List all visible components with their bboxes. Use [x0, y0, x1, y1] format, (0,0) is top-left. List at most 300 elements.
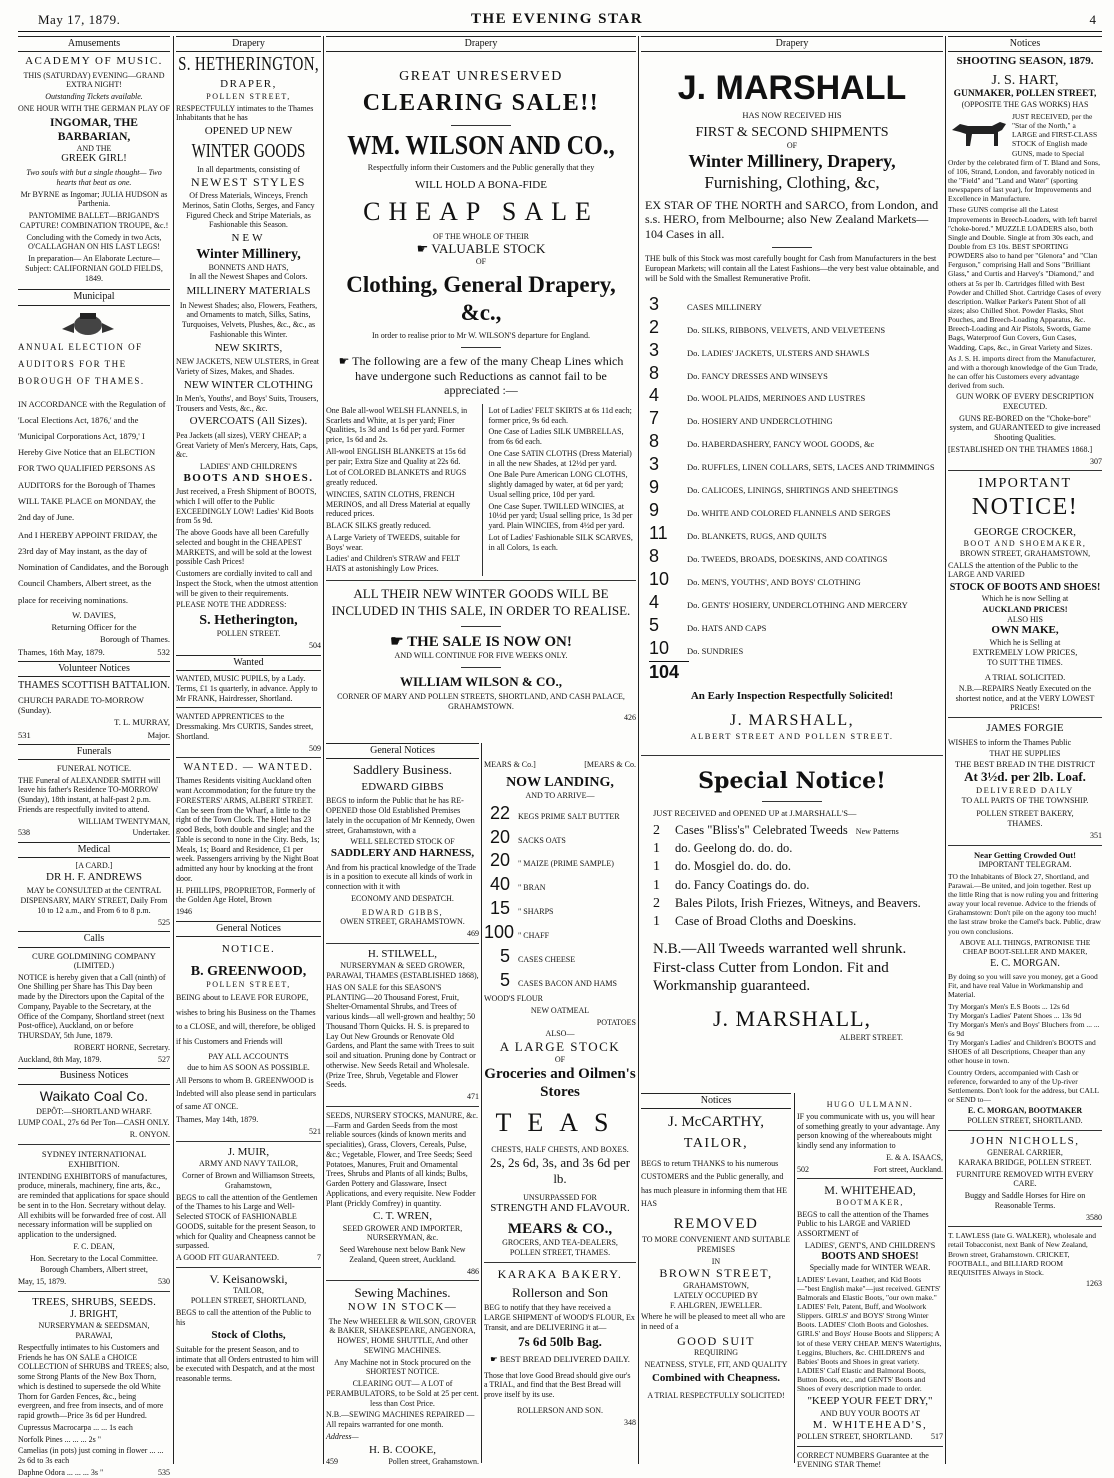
ad-text: BROWN STREET, GRAHAMSTOWN, [959, 548, 1091, 558]
ad-text: BEING about to LEAVE FOR EUROPE, wishes to bring his Business on the Thames to a CLOSE, and will, therefore, be obliged if his Customers and Friends will [176, 993, 316, 1046]
ad-text: ABOVE ALL THINGS, PATRONISE THE CHEAP BOOT-SELLER AND MAKER, [959, 937, 1091, 956]
coat-of-arms-icon [58, 309, 118, 337]
ad-text: T. LAWLESS (late G. WALKER), wholesale and retail Tobacconist, next Bank of New Zealand, Brown street, Grahamstown. CRICKET, FOOTBALL, and BILLIARD ROOM REQUISITES Always in Stock. [948, 1231, 1097, 1277]
case-count: 3 [649, 293, 660, 314]
ad-text: AUCKLAND PRICES! [982, 604, 1068, 615]
ad-text: [ESTABLISHED ON THE THAMES 1868.] [948, 444, 1093, 454]
ad-text: LADIES' AND CHILDREN'S [199, 462, 298, 472]
ad-text: LADIES', GENT'S, AND CHILDREN'S [804, 1240, 936, 1250]
tweed-item [653, 822, 931, 839]
ad-text: Cupressus Macrocarpa ... ... 1s each [18, 1422, 133, 1432]
whitehead-col [797, 1100, 943, 1470]
best-line [484, 1354, 636, 1364]
ad-number: 471 [467, 1092, 479, 1102]
ad-text: Suitable for the present Season, and to intimate that all Orders entrusted to him will be executed with Despatch, and at the most reasonable terms. [176, 1344, 319, 1384]
ad-text: Outstanding Tickets available. [45, 92, 143, 102]
ad-text: GUNS RE-BORED on the "Choke-bore" system, and GUARANTEED to give increased Shooting Qualities. [949, 413, 1101, 443]
ad-text: POLLEN STREET. [216, 629, 281, 639]
ad-text: The above Goods have all been Carefully selected and bought in the CHEAPEST MARKETS, and will be sold at the lowest possible Cash Prices! [176, 528, 312, 567]
following-line [330, 354, 632, 398]
tweed-note: New Patterns [855, 827, 899, 837]
ad-text: H. PHILLIPS, PROPRIETOR, Formerly of the Golden Age Hotel, Brown [176, 885, 316, 905]
ad-date: May, 15, 1879. [18, 1277, 67, 1287]
ad-number: 538 [18, 828, 30, 838]
ad-text: AND TO ARRIVE— [525, 790, 595, 800]
item-label: CASES BACON AND HAMS [518, 979, 617, 989]
ad-text: ALSO HIS [1007, 614, 1043, 624]
sale-item: Lot of Ladies' FELT SKIRTS at 6s 11d each; former price, 9s 6d each. [488, 405, 632, 425]
ad-text: NURSERYMAN & SEED GROWER, [340, 961, 465, 971]
sale-item: Lot of Ladies' Fashionable SILK SCARVES, in all Colors, 1s each. [488, 532, 633, 552]
ad-title: GEORGE CROCKER, [973, 525, 1077, 538]
ad-text: FURNITURE REMOVED WITH EVERY CARE. [956, 1169, 1094, 1189]
case-label: Do. HABERDASHERY, FANCY WOOL GOODS, &c [687, 439, 875, 450]
case-count: 2 [649, 316, 660, 337]
signature: WILLIAM TWENTYMAN, [78, 816, 170, 826]
ad-text: THE Funeral of ALEXANDER SMITH will leave his father's Residence TO-MORROW (Sunday), 18th instant, at half-past 2 p.m. Friends are respectfully invited to attend. [18, 775, 161, 814]
ad-text: Thames Residents visiting Auckland often want Accommodation; for the future try the FORESTERS' ARMS, ALBERT STREET. Can be seen from the Wharf, a little to the right of the Town Clock. The Hotel has 23 good Beds, both double and single; and the Table is second to none in the City. Beds, 1s; Meals, 1s; Board and Residence, £1 per week. Passengers arriving by the Night Boat admitted any hour by knocking at the front door. [176, 776, 320, 883]
ad-text: CORNER OF MARY AND POLLEN STREETS, SHORTLAND, AND CASH PALACE, GRAHAMSTOWN. [337, 691, 625, 711]
ad-text: AND THE [76, 143, 112, 153]
ad-text: Mr BYRNE as Ingomar; JULIA HUDSON as Parthenia. [20, 189, 168, 209]
ad-title: Furnishing, Clothing, &c, [704, 172, 880, 192]
ad-number: 426 [624, 713, 636, 723]
ad-text: CLEARING OUT— A LOT of PERAMBULATORS, to be Sold at 25 per cent. less than Cost Price. [326, 1379, 479, 1408]
ad-text: WILL HOLD A BONA-FIDE [415, 178, 547, 191]
case-item [649, 294, 943, 316]
left-items [326, 404, 474, 576]
mears-items [484, 803, 636, 993]
ad-number: 502 [797, 1164, 809, 1174]
ad-number: 459 [326, 1457, 338, 1467]
ad-date: Thames, May 14th, 1879. [176, 1115, 259, 1125]
ad-title: SYDNEY INTERNATIONAL EXHIBITION. [41, 1148, 147, 1170]
item-label: " BRAN [518, 883, 546, 893]
ad-number: 469 [467, 929, 479, 939]
signature: F. C. DEAN, [73, 1241, 115, 1251]
case-item [649, 408, 943, 430]
ad-number: 532 [157, 646, 170, 657]
section-heading: Wanted [176, 655, 321, 671]
ad-text: NOW IN STOCK— [347, 1301, 458, 1314]
ad-text: Two souls with but a single thought— Two hearts that beat as one. [26, 168, 162, 187]
ad-text: Fort street, Auckland. [873, 1164, 943, 1174]
case-label: Do. BLANKETS, RUGS, AND QUILTS [687, 531, 827, 542]
case-count: 9 [649, 477, 660, 498]
ad-title: H. STILWELL, [367, 947, 438, 960]
ad-text: WANTED APPRENTICES to the Dressmaking. Mrs CURTIS, Sandes street, Shortland. [176, 712, 314, 741]
ad-title: C. T. WREN, [373, 1210, 432, 1223]
signature: EDWARD GIBBS, [361, 907, 444, 917]
case-item [649, 431, 943, 453]
ad-title: Clothing, General Drapery, &c., [346, 272, 616, 326]
ad-text: OVERCOATS (All Sizes). [189, 415, 308, 428]
case-count: 7 [649, 408, 660, 429]
ad-text: NEWEST STYLES [191, 174, 306, 189]
case-count: 10 [649, 637, 670, 658]
page-number: 4 [1089, 12, 1096, 27]
ad-text: NEW OATMEAL [530, 1005, 590, 1015]
ad-text: Hon. Secretary to the Local Committee. [30, 1253, 158, 1263]
ad-text: STRENGTH AND FLAVOUR. [490, 1202, 630, 1215]
ad-text: Respectfully intimates to his Customers and Friends he has ON SALE a CHOICE COLLECTION of SHRUBS and TREES; also, some Strong Plants of the New Box Thorn, which is destined to supersede the old White Thorn for Garden Fences, &c., being evergreen, and free from insects, and of more rapid growth—Price 3s 6d per Hundred. [18, 1342, 169, 1421]
ad-text: EX STAR OF THE NORTH and SARCO, from London, and s.s. HERO, from Melbourne; also New Zealand Markets—104 Cases in all. [645, 197, 939, 241]
stock-item [484, 803, 636, 825]
ad-title: FUNERAL NOTICE. [56, 763, 132, 774]
signature: E. C. MORGAN, BOOTMAKER [967, 1106, 1083, 1116]
case-item [649, 363, 943, 385]
signature: ROLLERSON AND SON. [516, 1405, 603, 1415]
case-item [649, 477, 943, 499]
ad-text: 7s 6d 50lb Bag. [518, 1334, 602, 1350]
tweed-item [653, 877, 931, 894]
ad-text: TO ALL PARTS OF THE TOWNSHIP. [961, 795, 1089, 805]
signature: Borough of Thames. [100, 634, 170, 645]
section-heading: Drapery [176, 36, 321, 52]
stock-item [484, 970, 636, 992]
ad-title: J. MUIR, [227, 1145, 270, 1158]
section-heading: Business Notices [18, 1068, 170, 1084]
ad-text: BEGS to call the attention of the Thames Public to his LARGE and VARIED ASSORTMENT of [797, 1209, 929, 1239]
ad-text: Where he will be pleased to meet all who are in need of a [641, 1312, 786, 1332]
ad-text: These GUNS comprise all the Latest Improvements in Breech-Loaders, with left barrel "choke-bored." MUZZLE LOADERS also, both Single and Double. Single at from 30s each, and Double from £3 10s. BEST SPORTING POWDERS also to hand per "Glenora" and "Clan Ferguson," comprising Hall and Sons "Brilliant Glass," and Curtis and Harvey's "Diamond," and others at 5s per lb. Cartridges filled with Best Powder and Chilled Shot. Cartridge Cases of every description. Walker Parker's Patent Shot of all sizes; also Chilled Shot. Powder Flasks, Shot Pouches, and Breech-Loading Apparatus, &c. Breech-Loading and Air Pistols, Swords, Game Bags, Waterproof Gun Covers, Gun Cases, Wadding, Caps, &c., in Great Variety and Sizes. [948, 205, 1102, 352]
ad-text: POTATOES [596, 1017, 636, 1027]
ad-text: F. AHLGREN, JEWELLER. [669, 1300, 763, 1310]
case-count: 9 [649, 500, 660, 521]
tweed-label: Case of Broad Cloths and Doeskins. [675, 913, 857, 928]
case-label: Do. CALICOES, LININGS, SHIRTINGS AND SHEETINGS [687, 485, 899, 496]
ad-text: DEPÔT:—SHORTLAND WHARF. [36, 1106, 152, 1116]
ad-text: Concluding with the Comedy in two Acts, O'CALLAGHAN ON HIS LAST LEGS! [26, 232, 162, 252]
sale-item: A Large Variety of TWEEDS, suitable for Boys' wear. [326, 532, 460, 552]
ad-title: Waikato Coal Co. [39, 1087, 149, 1104]
signature: Undertaker. [132, 828, 170, 838]
item-label: " SHARPS [518, 907, 554, 917]
tweed-count: 1 [653, 913, 660, 929]
ad-number: 530 [158, 1277, 170, 1287]
signature: MEARS & CO., [507, 1220, 613, 1237]
ad-number: 351 [1090, 830, 1102, 840]
ad-number: 517 [931, 1431, 943, 1441]
ad-text: A TRIAL RESPECTFULLY SOLICITED! [647, 1391, 785, 1401]
sale-item: One Bale Pure American LONG CLOTHS, slightly damaged by water, at 6d per yard; Usual selling price, 10d per yard. [488, 470, 628, 499]
ad-title: NOW LANDING, [506, 774, 614, 790]
wilson-ad [326, 36, 636, 742]
ad-title: J. McCARTHY, [668, 1114, 764, 1131]
right-items [482, 404, 637, 576]
cases-list [649, 294, 943, 660]
ad-text: GENERAL CARRIER, [987, 1148, 1063, 1158]
section-heading: Funerals [18, 744, 170, 760]
ad-text: A GOOD FIT GUARANTEED. [176, 1253, 279, 1263]
ad-text: NOTICE is hereby given that a Call (ninth) of One Shilling per Share has This Day been made by the Directors upon the Capital of the Company, Payable to the Secretary, at the Office of the Company, Shortland street (next Post-office), Auckland, on or before THURSDAY, 5th June, 1879. [18, 972, 166, 1041]
ad-text: POLLEN STREET BAKERY, [976, 809, 1074, 819]
ad-text: CALLS the attention of the Public to the LARGE AND VARIED [948, 560, 1078, 580]
tweed-label: do. Mosgiel do. do. do. [675, 859, 791, 874]
mears-header [484, 760, 636, 770]
ad-text: IF you communicate with us, you will hear of something greatly to your advantage. Any person knowing of the whereabouts might kindly send any information to [797, 1111, 940, 1150]
ad-title: THAMES SCOTTISH BATTALION. [18, 680, 170, 692]
section-heading: General Notices [176, 921, 321, 937]
stock-item [484, 922, 636, 944]
ad-text: OPENED UP NEW [204, 125, 293, 138]
ad-text: In Men's, Youths', and Boys' Suits, Trousers, Trousers and Vests, &c., &c. [176, 393, 319, 413]
ad-text: MEARS & Co.] [484, 760, 536, 769]
mears-col [484, 760, 636, 1460]
academy-title: ACADEMY OF MUSIC. [25, 55, 163, 68]
case-item [649, 592, 943, 614]
ad-text: Daphne Odora ... ... ... 3s " [18, 1467, 104, 1477]
general-notices-col [326, 743, 479, 1467]
ad-title: Near Getting Crowded Out! [974, 849, 1076, 860]
ad-text: WINTER GOODS [191, 141, 306, 162]
ad-text: A LARGE STOCK [499, 1039, 621, 1055]
ad-title: REMOVED [673, 1215, 759, 1232]
column-rule [481, 743, 482, 1463]
column-rule [323, 36, 324, 1464]
ad-text: POLLEN STREET, [206, 91, 291, 101]
signature: J. MARSHALL, [712, 1006, 872, 1032]
ad-text: By doing so you will save you money, get a Good Fit, and have real Value in Workmanship and Material. [948, 972, 1098, 1000]
section-heading: Drapery [326, 36, 636, 52]
ad-text: Country Orders, accompanied with Cash or reference, forwarded to any of the Up-river Settlements. Don't look for the address, but CALL or SEND to— [948, 1067, 1099, 1105]
ad-date: Thames, 16th May, 1879. [18, 646, 105, 657]
ad-text: And from his practical knowledge of the Trade is in a position to execute all kinds of work in connection with it with [326, 862, 476, 892]
signature: Returning Officer for the [51, 622, 137, 633]
ad-text: OF [475, 257, 487, 267]
ad-text: Pollen street, Grahamstown. [388, 1457, 479, 1467]
signature: ROBERT HORNE, Secretary. [73, 1042, 170, 1052]
item-quantity: 20 [489, 850, 510, 871]
tweed-label: do. Geelong do. do. do. [675, 841, 793, 856]
tweed-count: 1 [653, 877, 660, 893]
ad-title: KARAKA BAKERY. [497, 1266, 623, 1281]
item-quantity: 40 [489, 874, 510, 895]
ad-text: MAY be CONSULTED at the CENTRAL DISPENSARY, MARY STREET, Daily From 10 to 12 a.m., and From 6 to 8 p.m. [20, 886, 168, 915]
ad-text: BOOTS AND SHOES! [821, 1250, 919, 1262]
ad-text: OF [786, 141, 798, 151]
ad-text: Just received, a Fresh Shipment of BOOTS, which I will offer to the Public EXCEEDINGLY LOW! Ladies' Kid Boots from 5s 9d. [176, 487, 317, 526]
tweed-count: 2 [653, 895, 660, 911]
ad-number: 348 [624, 1417, 636, 1427]
signature: S. Hetherington, [199, 613, 298, 629]
ad-text: In all the Newest Shapes and Colors. [189, 272, 308, 282]
case-item [649, 546, 943, 568]
ad-text: ARMY AND NAVY TAILOR, [199, 1159, 298, 1169]
ad-text: BOOT AND SHOEMAKER, [963, 539, 1087, 549]
ad-text: TO MORE CONVENIENT AND SUITABLE PREMISES [642, 1235, 790, 1254]
ad-text: An Early Inspection Respectfully Solicited! [690, 689, 894, 702]
ad-text: EXTREMELY LOW PRICES, [972, 647, 1078, 658]
ad-text: As J. S. H. imports direct from the Manufacturer, and with a thorough knowledge of the Gun Trade, he can offer his Customers every advantage derived from such. [948, 353, 1098, 391]
case-item [649, 340, 943, 362]
ad-text: Address— [326, 1431, 359, 1441]
signature: WILLIAM WILSON & CO., [400, 673, 562, 689]
case-item [649, 454, 943, 476]
ad-text: GRAHAMSTOWN, [683, 1281, 749, 1291]
ad-text: VALUABLE STOCK [431, 241, 546, 257]
ad-text: The following are a few of the many Cheap Lines which have undergone such Reductions as cannot fail to be appreciated :— [352, 353, 624, 398]
case-item [649, 523, 943, 545]
ad-number: 509 [309, 743, 321, 753]
ad-text: THAMES. [1007, 819, 1043, 829]
ad-text: THAT HE SUPPLIES [989, 749, 1061, 759]
play-title: INGOMAR, THE BARBARIAN, [50, 116, 138, 143]
ad-text: CORRECT NUMBERS Guarantee at the EVENING STAR Theme! [797, 1450, 929, 1470]
section-heading: Volunteer Notices [18, 661, 170, 677]
ad-text: RESPECTFULLY intimates to the Thames Inhabitants that he has [176, 103, 314, 123]
ad-text: Stock of Cloths, [211, 1329, 286, 1342]
ad-text: PARAWAI, [75, 1331, 113, 1341]
ad-number: 1946 [176, 907, 192, 917]
ad-title: NOTICE! [971, 493, 1079, 520]
pointer-dog-icon [948, 112, 1008, 152]
ad-text: Customers are cordially invited to call and Inspect the Stock, when the utmost attention will be given to their requirements. [176, 569, 318, 598]
issue-date: May 17, 1879. [38, 12, 121, 27]
section-heading: Drapery [641, 36, 943, 52]
case-item [649, 500, 943, 522]
ad-text: OWEN STREET, GRAHAMSTOWN. [340, 917, 465, 927]
ad-title: Rollerson and Son [511, 1285, 609, 1301]
cases-total: 104 [649, 661, 680, 682]
ad-text: Which he is now Selling at [981, 594, 1069, 604]
ad-title: Saddlery Business. [353, 762, 452, 778]
column-2 [176, 36, 321, 1466]
ad-title: TREES, SHRUBS, SEEDS. [32, 1295, 156, 1308]
ad-number: 3580 [1086, 1212, 1102, 1222]
valuable-line [326, 241, 636, 257]
section-heading: Municipal [18, 289, 170, 305]
item-lists [326, 404, 636, 576]
case-count: 8 [649, 546, 660, 567]
item-quantity: 100 [484, 922, 515, 943]
ad-title: CURE GOLDMINING COMPANY [32, 950, 156, 961]
case-count: 8 [649, 362, 660, 383]
case-item [649, 569, 943, 591]
tweed-count: 1 [653, 859, 660, 875]
ad-text: BROWN STREET, [659, 1266, 773, 1281]
case-label: CASES MILLINERY [687, 301, 762, 312]
ad-text: TO SUIT THE TIMES. [987, 657, 1063, 667]
pointing-hand-icon: ☛ [390, 633, 408, 650]
item-label: CASES CHEESE [518, 955, 576, 965]
ad-text: J. BRIGHT, [70, 1309, 118, 1321]
tweed-label: Bales Pilots, Irish Friezes, Witneys, and Beavers. [675, 895, 921, 910]
ad-text: NURSERYMAN & SEEDSMAN, [38, 1321, 150, 1331]
tweed-item [653, 858, 931, 875]
ad-text: IN ACCORDANCE with the Regulation of 'Local Elections Act, 1876,' and the 'Municipal Corporations Act, 1879,' I Hereby Give Notice that an ELECTION FOR TWO QUALIFIED PERSONS AS AUDITORS for the Borough of Thames WILL TAKE PLACE on MONDAY, the 2nd day of June. [18, 398, 166, 522]
ad-text: JUST RECEIVED and OPENED UP at J.MARSHALL'S— [653, 807, 857, 818]
ad-text: POLLEN STREET, SHORTLAND. [967, 1115, 1083, 1125]
item-quantity: 20 [489, 826, 510, 847]
hetherington-title: S. HETHERINGTON, [178, 54, 319, 76]
sale-item: Lot of COLORED BLANKETS and RUGS greatly reduced. [326, 468, 467, 487]
ad-text: INTENDING EXHIBITORS of manufactures, produce, minerals, machinery, fine arts, &c., are reminded that applications for space should be sent in to the Hon. Secretary without delay. All exhibits will be forwarded free of cost. All necessary information will be supplied on application to the undersigned. [18, 1171, 170, 1240]
ad-text: BEST BREAD DELIVERED DAILY. [499, 1354, 630, 1365]
ad-title: Special Notice! [698, 768, 886, 795]
ad-text: IN [711, 1256, 721, 1266]
signature: H. B. COOKE, [369, 1443, 436, 1456]
case-label: Do. SILKS, RIBBONS, VELVETS, AND VELVETEENS [687, 324, 886, 335]
item-quantity: 5 [499, 970, 510, 991]
masthead [0, 0, 1114, 36]
item-quantity: 15 [489, 898, 510, 919]
ad-text: Winter Millinery, [196, 246, 301, 262]
ad-text: THE BEST BREAD IN THE DISTRICT [954, 759, 1096, 770]
ad-text: PARAWAI, THAMES (ESTABLISHED 1868), [326, 971, 479, 981]
stock-item [484, 874, 636, 896]
ad-text: LUMP COAL, 27s 6d Per Ton—CASH ONLY. [18, 1118, 170, 1128]
ad-text: CHURCH PARADE TO-MORROW (Sunday). [18, 694, 144, 715]
signature: M. WHITEHEAD'S, [812, 1418, 928, 1431]
signature: W. DAVIES, [72, 609, 116, 620]
ad-text: Pea Jackets (all sizes), VERY CHEAP; a Great Variety of Men's Mercery, Hats, Caps, &c. [176, 430, 318, 460]
ad-text: ONE HOUR WITH THE GERMAN PLAY OF [18, 103, 171, 113]
ad-text: ALBERT STREET AND POLLEN STREET. [690, 730, 894, 741]
tweed-item [653, 840, 931, 857]
ad-text: GOOD SUIT [677, 1333, 755, 1348]
ad-text: HAS ON SALE for this SEASON'S PLANTING—20 Thousand Forest, Fruit, Shelter-Ornamental Shrubs, and Trees of various kinds—all well-grown and healthy; 50 Thousand Thorn Quicks. H. S. is prepared to Lay Out New Grounds or Renovate Old Gardens, and Plant the same with Trees to suit soil and situation. Pruning done by Contract or otherwise. New Seeds Retail and Wholesale. (Prize Tree, Shrub, Vegetable and Flower Seeds. [326, 982, 476, 1090]
ad-title: J. MARSHALL [677, 69, 907, 108]
ad-title: EDWARD GIBBS [361, 781, 444, 794]
ad-title: THE SALE IS NOW ON! [407, 633, 572, 650]
section-heading: Amusements [18, 36, 170, 52]
column-rule [794, 1093, 795, 1463]
ad-text: GREEK GIRL! [61, 153, 127, 165]
ad-text: Camelias (in pots) just coming in flower ... ... 2s 6d to 3s each [18, 1446, 164, 1466]
ad-text: [MEARS & Co. [584, 760, 636, 769]
ad-text: KARAKA BRIDGE, POLLEN STREET. [958, 1157, 1092, 1167]
case-count: 8 [649, 431, 660, 452]
ad-text: Corner of Brown and Williamson Streets, Grahamstown, [182, 1171, 315, 1190]
ad-text: OF [554, 1055, 566, 1065]
ad-number: 1263 [1086, 1279, 1102, 1289]
ad-text: "KEEP YOUR FEET DRY," [807, 1395, 933, 1408]
ad-text: SEED GROWER AND IMPORTER, NURSERYMAN, &c. [342, 1223, 463, 1243]
signature: Major. [147, 729, 170, 740]
ad-text: TAILOR, [683, 1136, 749, 1152]
ad-text: Respectfully inform their Customers and the Public generally that they [367, 162, 595, 172]
sale-item: WINCIES, SATIN CLOTHS, FRENCH MERINOS, and all Dress Material at equally reduced prices. [326, 489, 471, 519]
ad-text: N.B.—REPAIRS Neatly Executed on the shortest notice, and at the VERY LOWEST PRICES! [955, 683, 1095, 713]
ad-title: CLEARING SALE!! [362, 90, 600, 117]
ad-text: Buggy and Saddle Horses for Hire on Reasonable Terms. [964, 1191, 1086, 1210]
ad-text: HAS NOW RECEIVED HIS [742, 109, 842, 120]
ad-number: 527 [158, 1054, 170, 1064]
ad-text: Specially made for WINTER WEAR. [809, 1262, 931, 1272]
ad-text: JUST RECEIVED, per the "Star of the North," a LARGE and FIRST-CLASS STOCK of English made GUNS, made to Special Order by the celebrated firm of T. Bland and Sons, of 106, Strand, London, and favorably noticed in the "Field" and "Land and Water" (sporting newspapers of last year), for Improvements and Excellence in Manufacture. [948, 112, 1100, 204]
case-count: 3 [649, 339, 660, 360]
ad-text: In preparation— An Elaborate Lecture—Subject: CALIFORNIAN GOLD FIELDS, 1849. [25, 254, 163, 283]
case-label: Do. WHITE AND COLORED FLANNELS AND SERGES [687, 508, 891, 519]
ad-text: BEG to notify that they have received a LARGE SHIPMENT of WOOD'S FLOUR, Ex Transit, and are DELIVERING it at— [484, 1303, 635, 1332]
ad-number: 525 [158, 917, 170, 927]
ad-text: TO the Inhabitants of Block 27, Shortland, and Parawai.—Be united, and join together. Rest up the little Ring that is now ruling you and frittering away your local revenue. Advice to the friends of Grahamstown: Don't pile on the agony too much! the last straw broke the Camel's back. Public, draw you own conclusions. [948, 871, 1101, 936]
mccarthy-col [641, 1093, 791, 1463]
ad-text: ALSO— [545, 1029, 575, 1039]
now-on-line [326, 633, 636, 651]
ad-text: MILLINERY MATERIALS [186, 285, 311, 298]
ad-text: POLLEN STREET, [206, 979, 291, 989]
ad-text: LADIES' Levant, Leather, and Kid Boots—"best English make"—just received. GENTS' Balmorals and Elastic Boots, "our own make." LADIES' Felt, Patent, Buff, and Woolwork Slippers. GIRLS' and BOYS' Strong Winter Boots. LADIES' Cloth Boots and Goloshes. GIRLS' and Boys' House Boots and Slippers; A lot of these VERY CHEAP. MEN'S Watertights, Leggins, Bluchers, &c. CHILDREN'S and Babies' Boots and Shoes in great variety. LADIES' Calf Elastic and Balmoral Boots, Button Boots, etc., and GENTS' Boots and Shoes of every description made to order. [797, 1274, 942, 1394]
ad-title: DR H. F. ANDREWS [46, 870, 142, 883]
ad-text: THE bulk of this Stock was most carefully bought for Cash from Manufacturers in the best European Markets; will contain all the Latest Fashions—the very best value obtainable, and will be Sold with the Smallest Remunerative Profit. [645, 254, 939, 283]
ad-text: SADDLERY AND HARNESS, [330, 847, 475, 860]
ad-text: Of Dress Materials, Winceys, French Merinos, Satin Cloths, Serges, and Fancy Figured Check and Stripe Materials, as Fashionable this Season. [182, 191, 315, 230]
column-5 [948, 36, 1102, 1466]
ad-text: [A CARD.] [75, 861, 113, 871]
sale-item: One Case SATIN CLOTHS (Dress Material) in all the new Shades, at 12½d per yard. [488, 448, 632, 468]
